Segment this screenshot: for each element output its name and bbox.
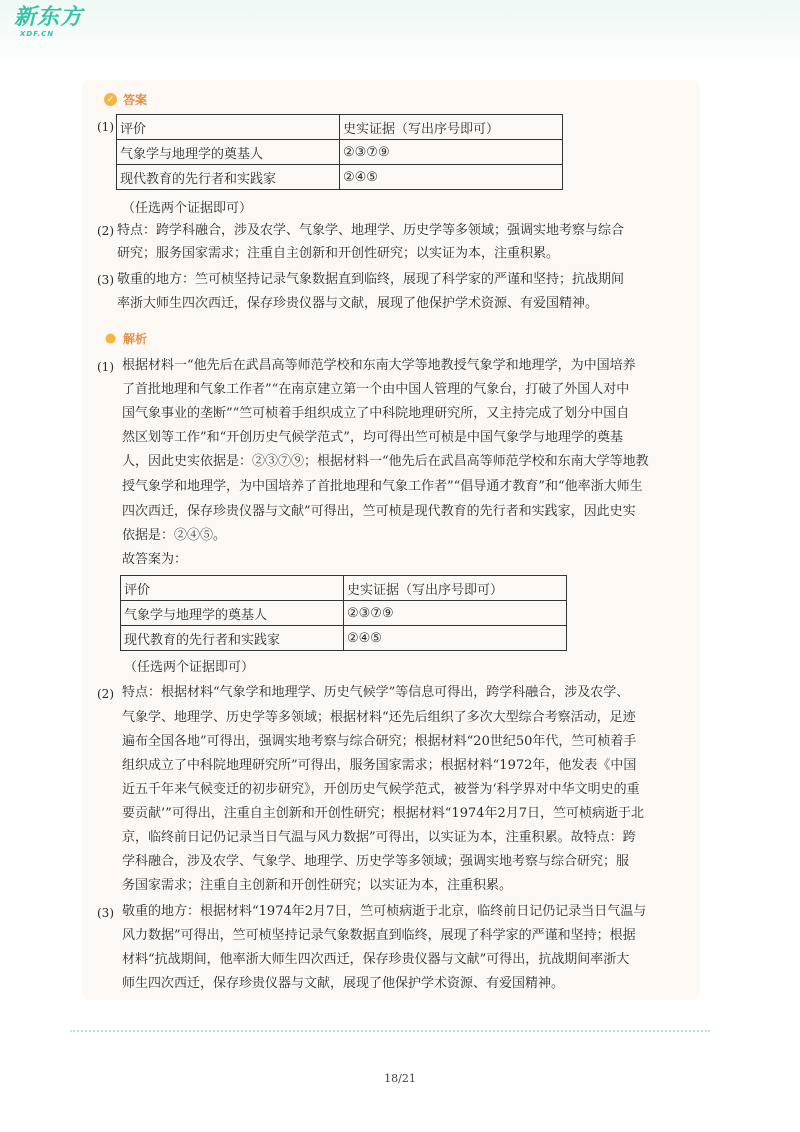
check-icon: ✓ bbox=[104, 93, 117, 106]
table-cell: 现代教育的先行者和实践家 bbox=[117, 165, 340, 190]
answer-item-3-number: (3) bbox=[97, 273, 114, 287]
analysis-item-2-number: (2) bbox=[97, 687, 114, 701]
analysis-p1-line: 授气象学和地理学，为中国培养了首批地理和气象工作者”“倡导通才教育”和“他率浙大师生 bbox=[122, 479, 643, 494]
analysis-p1-line: 根据材料一“他先后在武昌高等师范学校和东南大学等地教授气象学和地理学，为中国培养 bbox=[122, 358, 636, 373]
table-row bbox=[121, 601, 567, 626]
analysis-note: （任选两个证据即可） bbox=[124, 660, 255, 675]
table-cell: ②④⑤ bbox=[344, 626, 567, 651]
analysis-p2-line: 近五千年来气候变迁的初步研究》，开创历史气候学范式，被誉为‘科学界对中华文明史的重 bbox=[122, 782, 640, 797]
answer-table bbox=[116, 114, 563, 190]
analysis-p1-line: 人，因此史实依据是：②③⑦⑨；根据材料一“他先后在武昌高等师范学校和东南大学等地教 bbox=[122, 454, 649, 469]
table-row bbox=[121, 626, 567, 651]
answer-title: 答案 bbox=[123, 93, 148, 107]
analysis-p1-line: 国气象事业的垄断”“竺可桢着手组织成立了中科院地理研究所，又主持完成了划分中国自 bbox=[122, 406, 630, 421]
analysis-p2-line: 学科融合，涉及农学、气象学、地理学、历史学等多领域；强调实地考察与综合研究；服 bbox=[122, 854, 630, 869]
answer-p3-line: 敬重的地方：竺可桢坚持记录气象数据直到临终，展现了科学家的严谨和坚持；抗战期间 bbox=[117, 272, 625, 287]
analysis-heading bbox=[104, 330, 147, 347]
table-cell: 评价 bbox=[117, 115, 340, 140]
brand-logo bbox=[14, 6, 83, 38]
analysis-p1-line: 然区划等工作”和“开创历史气候学范式”，均可得出竺可桢是中国气象学与地理学的奠基 bbox=[122, 430, 623, 445]
analysis-p3-line: 风力数据”可得出，竺可桢坚持记录气象数据直到临终，展现了科学家的严谨和坚持；根据 bbox=[122, 928, 636, 943]
table-cell: 史实证据（写出序号即可） bbox=[340, 115, 563, 140]
lightbulb-icon: ● bbox=[104, 331, 117, 346]
table-row bbox=[117, 140, 563, 165]
analysis-p2-line: 京，临终前日记仍记录当日气温与风力数据”可得出，以实证为本，注重积累。故特点：跨 bbox=[122, 830, 636, 845]
analysis-p1-line: 四次西迁，保存珍贵仪器与文献”可得出，竺可桢是现代教育的先行者和实践家，因此史实 bbox=[122, 504, 636, 519]
answer-item-2-number: (2) bbox=[97, 224, 114, 238]
brand-name: 新东方 bbox=[14, 5, 84, 30]
analysis-p2-line: 要贡献’”可得出，注重自主创新和开创性研究；根据材料“1974年2月7日，竺可桢病逝于北 bbox=[122, 806, 645, 821]
table-row bbox=[117, 115, 563, 140]
answer-p2-line: 特点：跨学科融合，涉及农学、气象学、地理学、历史学等多领域；强调实地考察与综合 bbox=[117, 223, 625, 238]
analysis-p3-line: 师生四次西迁，保存珍贵仪器与文献，展现了他保护学术资源、有爱国精神。 bbox=[122, 976, 565, 991]
table-cell: 评价 bbox=[121, 576, 344, 601]
analysis-p1-line: 依据是：②④⑤。 bbox=[122, 528, 227, 543]
answer-p3-line: 率浙大师生四次西迁，保存珍贵仪器与文献，展现了他保护学术资源、有爱国精神。 bbox=[117, 296, 599, 311]
table-cell: 气象学与地理学的奠基人 bbox=[121, 601, 344, 626]
answer-p2-line: 研究；服务国家需求；注重自主创新和开创性研究；以实证为本，注重积累。 bbox=[117, 246, 560, 261]
header-band bbox=[0, 0, 800, 70]
table-row bbox=[121, 576, 567, 601]
analysis-p2-line: 务国家需求；注重自主创新和开创性研究；以实证为本，注重积累。 bbox=[122, 878, 513, 893]
table-cell: ②④⑤ bbox=[340, 165, 563, 190]
analysis-item-3-number: (3) bbox=[97, 906, 114, 920]
divider bbox=[70, 1030, 710, 1032]
analysis-p2-line: 遍布全国各地”可得出，强调实地考察与综合研究；根据材料“20世纪50年代，竺可桢着手 bbox=[122, 734, 637, 749]
table-cell: ②③⑦⑨ bbox=[344, 601, 567, 626]
answer-heading bbox=[104, 91, 147, 108]
analysis-item-1-number: (1) bbox=[97, 360, 114, 374]
analysis-table bbox=[120, 575, 567, 651]
table-cell: 史实证据（写出序号即可） bbox=[344, 576, 567, 601]
table-cell: 现代教育的先行者和实践家 bbox=[121, 626, 344, 651]
analysis-so: 故答案为： bbox=[122, 552, 188, 567]
table-row bbox=[117, 165, 563, 190]
analysis-p3-line: 敬重的地方：根据材料“1974年2月7日，竺可桢病逝于北京，临终前日记仍记录当日气温与 bbox=[122, 904, 647, 919]
answer-note: （任选两个证据即可） bbox=[122, 201, 253, 216]
answer-item-1-number: (1) bbox=[97, 120, 114, 134]
page-number: 18/21 bbox=[384, 1072, 416, 1085]
analysis-p2-line: 组织成立了中科院地理研究所”可得出，服务国家需求；根据材料“1972年，他发表《中国 bbox=[122, 758, 637, 773]
table-cell: 气象学与地理学的奠基人 bbox=[117, 140, 340, 165]
analysis-p3-line: 材料“抗战期间，他率浙大师生四次西迁，保存珍贵仪器与文献”可得出，抗战期间率浙大 bbox=[122, 952, 630, 967]
brand-sub: XDF.CN bbox=[20, 30, 55, 38]
analysis-p1-line: 了首批地理和气象工作者”“在南京建立第一个由中国人管理的气象台，打破了外国人对中 bbox=[122, 382, 630, 397]
analysis-title: 解析 bbox=[123, 332, 148, 346]
table-cell: ②③⑦⑨ bbox=[340, 140, 563, 165]
analysis-p2-line: 气象学、地理学、历史学等多领域；根据材料“还先后组织了多次大型综合考察活动，足迹 bbox=[122, 710, 636, 725]
analysis-p2-line: 特点：根据材料“气象学和地理学、历史气候学”等信息可得出，跨学科融合，涉及农学、 bbox=[122, 685, 630, 700]
